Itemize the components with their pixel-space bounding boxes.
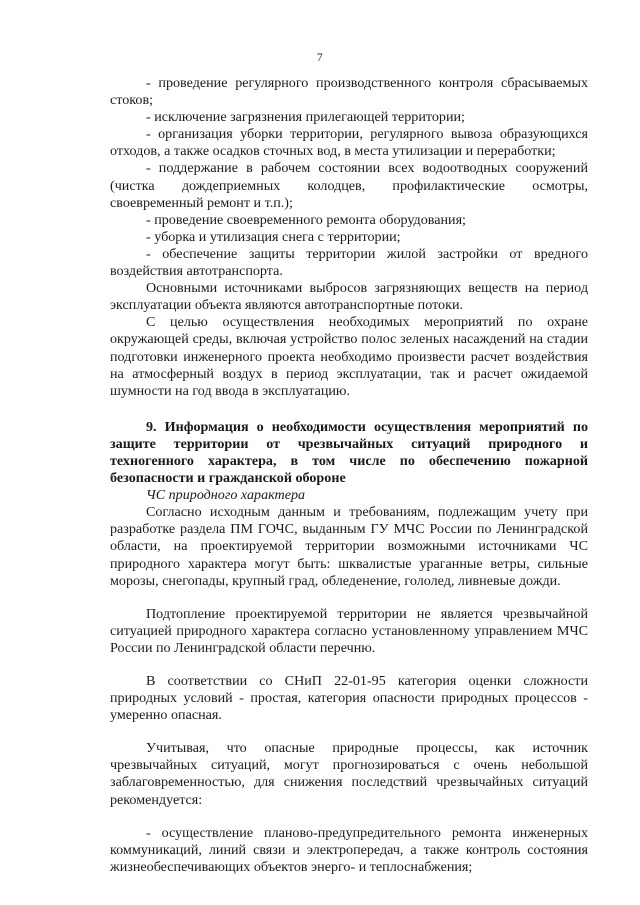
list-item: - проведение своевременного ремонта оборудования; xyxy=(146,211,466,228)
body-paragraph: В соответствии со СНиП 22-01-95 категория оценки сложности природных условий - простая, категория опасности природных процессов - умеренно опасная. xyxy=(110,673,588,724)
page-content xyxy=(110,75,588,876)
page-number: 7 xyxy=(316,52,324,64)
body-paragraph: Подтопление проектируемой территории не является чрезвычайной ситуацией природного характера согласно установленному управлением МЧС России по Ленинградской области перечню. xyxy=(110,605,588,656)
list-item: - обеспечение защиты территории жилой застройки от вредного воздействия автотранспорта. xyxy=(110,245,588,280)
list-item: - исключение загрязнения прилегающей территории; xyxy=(146,109,465,126)
list-item: - проведение регулярного производственного контроля сбрасываемых стоков; xyxy=(110,75,588,109)
body-paragraph: Учитывая, что опасные природные процессы, как источник чрезвычайных ситуаций, могут прогнозироваться с очень небольшой заблаговременностью, для снижения последствий чрезвычайных ситуаций рекомендуется: xyxy=(110,740,588,808)
list-item: - уборка и утилизация снега с территории; xyxy=(146,228,401,245)
body-paragraph: Согласно исходным данным и требованиям, подлежащим учету при разработке раздела ПМ ГОЧС, выданным ГУ МЧС России по Ленинградской области, на проектируемой территории возможными источниками ЧС природного характера могут быть: шквалистые ураганные ветры, сильные морозы, снегопады, крупный град, обледенение, гололед, ливневые дожди. xyxy=(110,504,588,589)
body-paragraph: Основными источниками выбросов загрязняющих веществ на период эксплуатации объекта являются автотранспортные потоки. xyxy=(110,280,588,314)
subsection-title: ЧС природного характера xyxy=(146,487,306,504)
section-heading: 9. Информация о необходимости осуществления мероприятий по защите территории от чрезвычайных ситуаций природного и техногенного характера, в том числе по обеспечению пожарной безопасности и гражданской обороне xyxy=(110,418,588,487)
body-paragraph: С целью осуществления необходимых мероприятий по охране окружающей среды, включая устройство полос зеленых насаждений на стадии подготовки инженерного проекта необходимо произвести расчет воздействия на атмосферный воздух в период эксплуатации, так и расчет ожидаемой шумности на год ввода в эксплуатацию. xyxy=(110,314,588,399)
list-item: - поддержание в рабочем состоянии всех водоотводных сооружений (чистка дождеприемных колодцев, профилактические осмотры, своевременный ремонт и т.п.); xyxy=(110,160,588,211)
list-item: - осуществление планово-предупредительного ремонта инженерных коммуникаций, линий связи и электропередач, а также контроль состояния жизнеобеспечивающих объектов энерго- и теплоснабжения; xyxy=(110,824,588,875)
list-item: - организация уборки территории, регулярного вывоза образующихся отходов, а также осадков сточных вод, в места утилизации и переработки; xyxy=(110,126,588,160)
